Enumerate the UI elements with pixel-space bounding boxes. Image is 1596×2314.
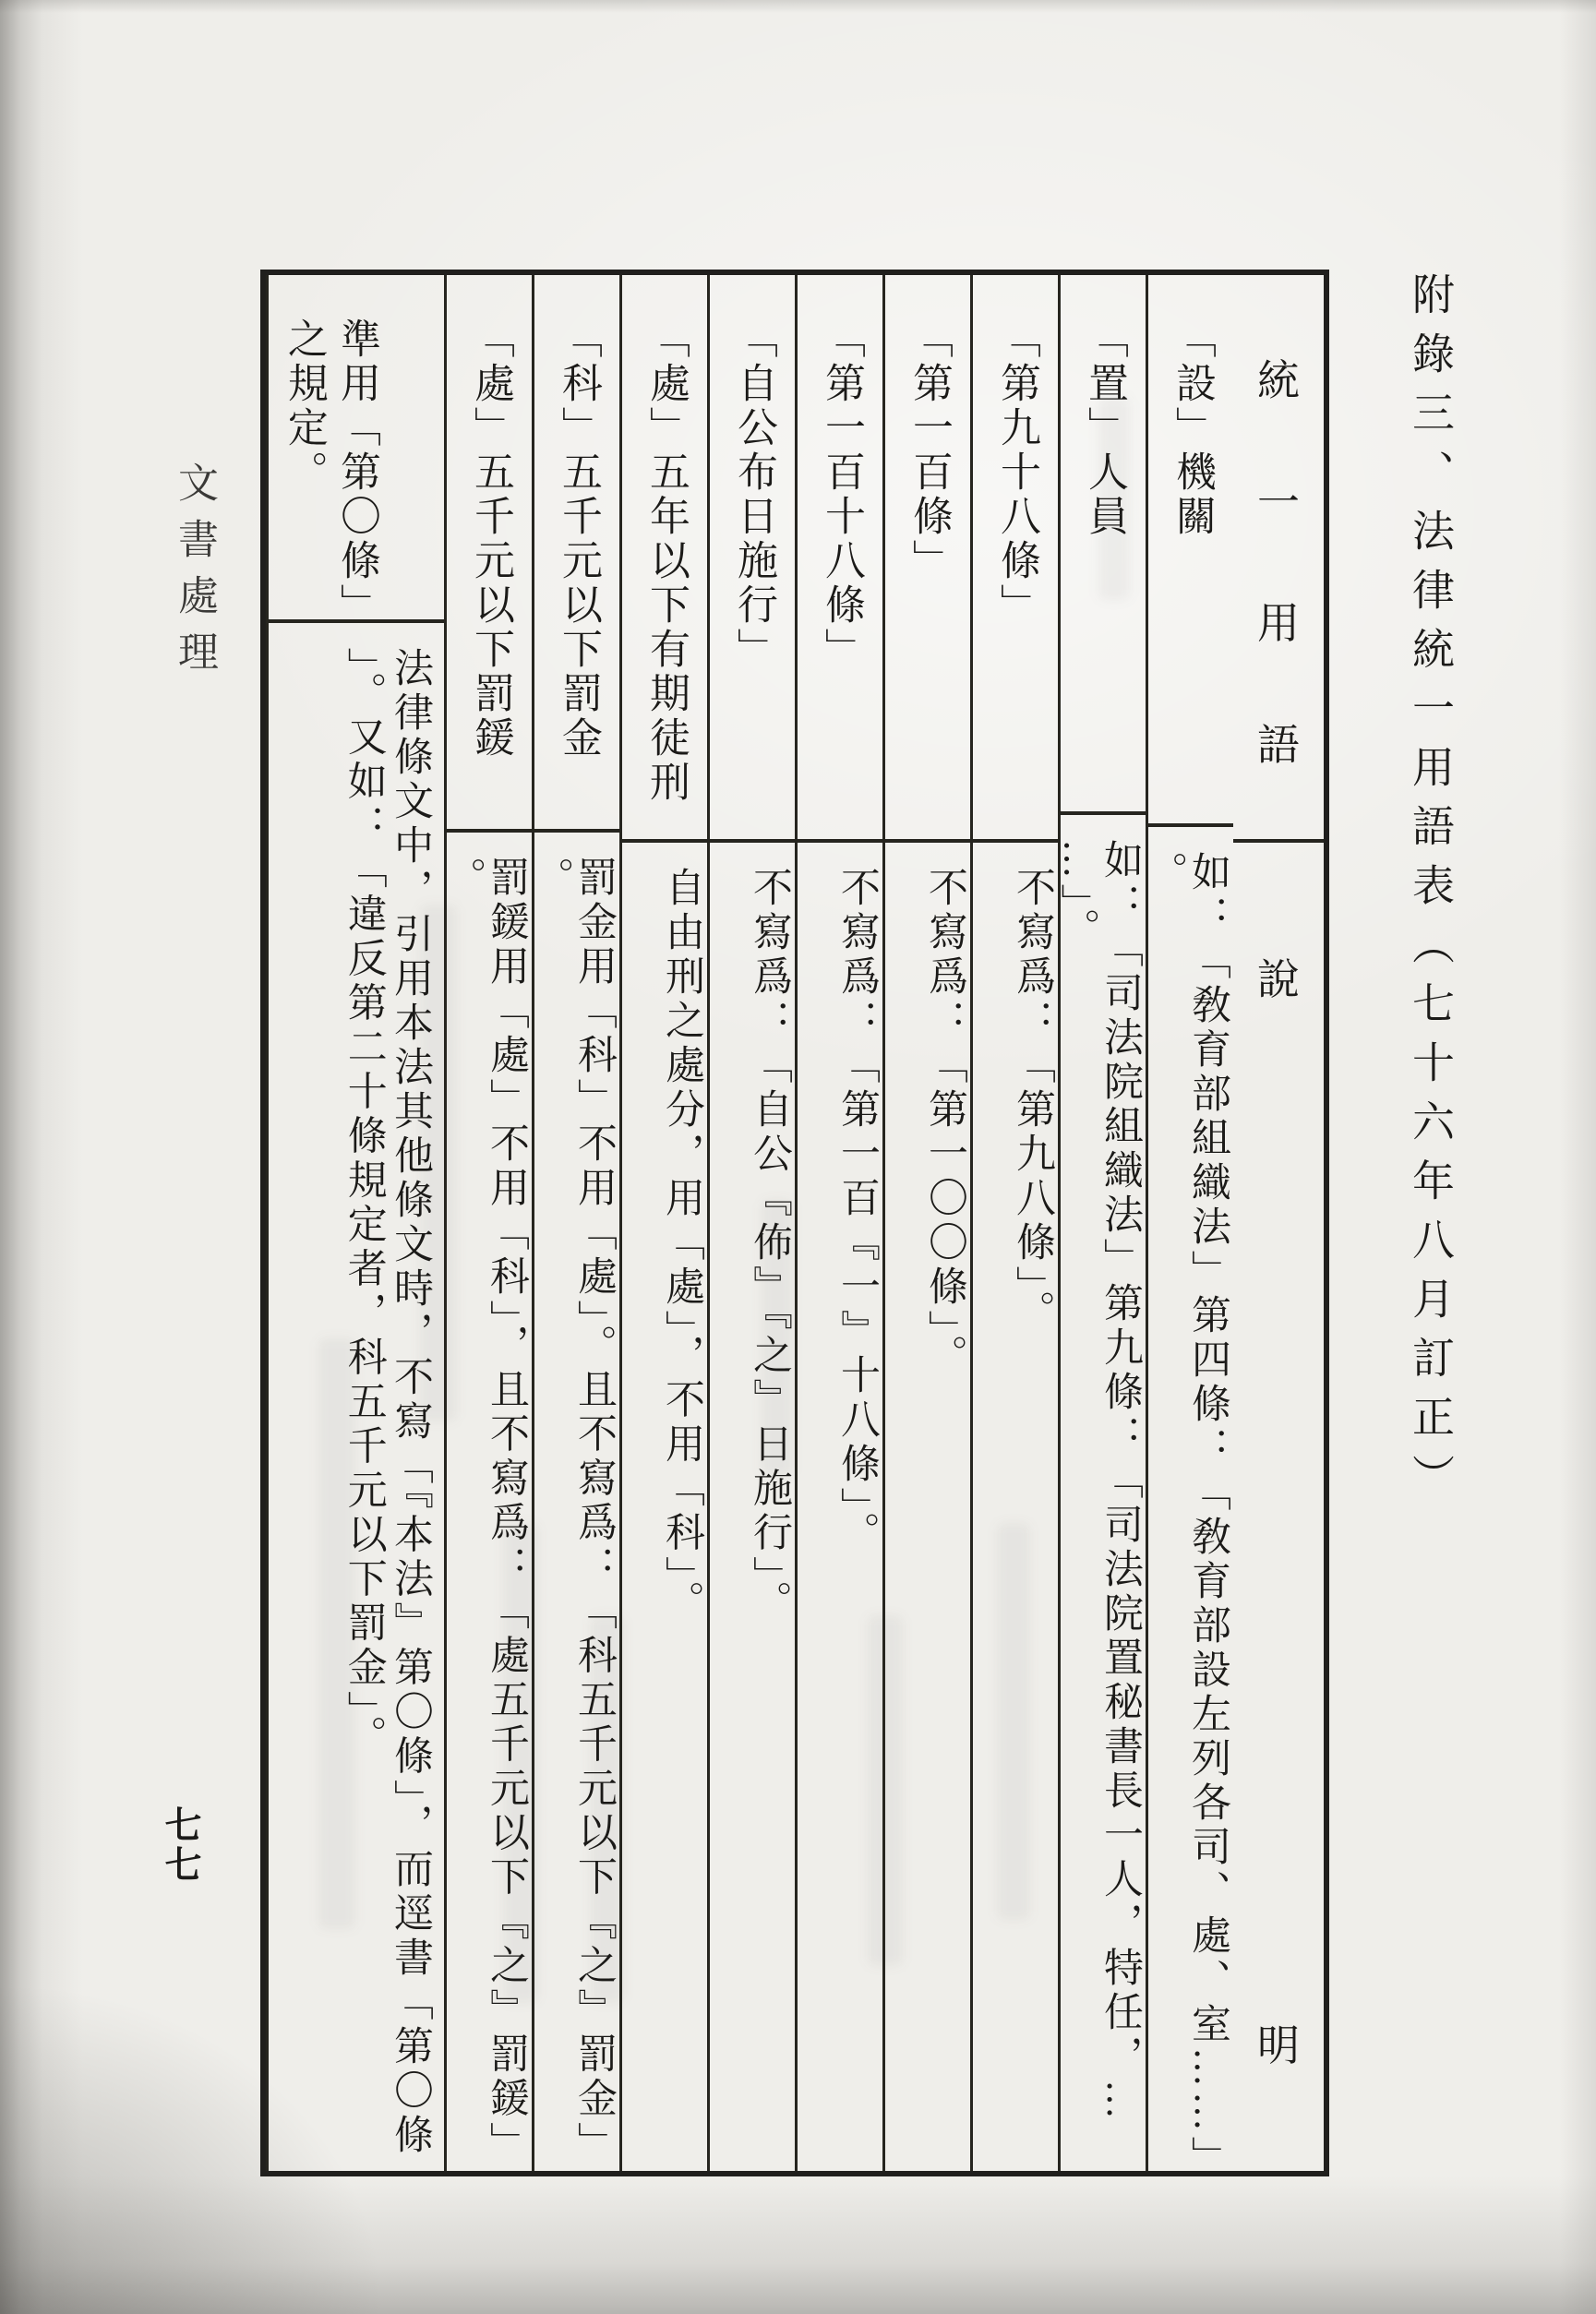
header-glyph: 明	[1257, 2022, 1300, 2069]
term-cell: 準用「第〇條」之規定。	[269, 275, 444, 623]
page-number: 七七	[160, 1805, 201, 1885]
table-column	[795, 275, 882, 2171]
table-column	[882, 275, 970, 2171]
table-column	[619, 275, 707, 2171]
header-glyph: 語	[1257, 721, 1300, 769]
table-column	[441, 275, 532, 2171]
table-column	[529, 275, 619, 2171]
table-column	[1143, 275, 1233, 2171]
term-cell: 「置」人員	[1061, 275, 1146, 815]
explanation-cell: 法律條文中，引用本法其他條文時，不寫「『本法』第〇條」，而逕書「第〇條」。又如：「違反第二十條規定者，科五千元以下罰金」。	[342, 646, 432, 2158]
appendix-title: 附錄三、法律統一用語表（七十六年八月訂正）	[1407, 272, 1454, 1513]
explanation-cell: 不寫爲：「第一百『一』十八條」。	[835, 867, 879, 1556]
explanation-cell: 自由刑之處分，用「處」，不用「科」。	[660, 867, 703, 1625]
margin-running-title: 文書處理	[172, 462, 217, 687]
term-cell: 「設」機關	[1148, 275, 1233, 827]
explanation-cell: 如：「敎育部組織法」第四條：「敎育部設左列各司、處、室……」。	[1143, 850, 1230, 2161]
explanation-cell: 不寫爲：「自公『佈』『之』日施行」。	[748, 867, 791, 1625]
term-cell: 「科」五千元以下罰金	[534, 275, 619, 833]
table-header-column	[1233, 275, 1324, 2171]
explanation-cell: 不寫爲：「第一〇〇條」。	[923, 867, 966, 1379]
table-column	[707, 275, 795, 2171]
term-cell: 「第一百條」	[885, 275, 970, 843]
explanation-cell: 罰鍰用「處」不用「科」，且不寫爲：「處五千元以下『之』罰鍰」。	[441, 856, 528, 2146]
header-term-label	[1233, 275, 1324, 843]
header-glyph: 統	[1257, 357, 1300, 404]
term-cell: 「處」五千元以下罰鍰	[447, 275, 532, 833]
term-cell: 「第九十八條」	[973, 275, 1058, 843]
term-cell: 「自公布日施行」	[710, 275, 795, 843]
term-cell: 「處」五年以下有期徒刑	[622, 275, 707, 843]
unified-terms-table	[260, 270, 1329, 2176]
explanation-cell: 不寫爲：「第九八條」。	[1011, 867, 1054, 1335]
header-explanation-label	[1233, 843, 1324, 2171]
term-cell: 「第一百十八條」	[798, 275, 882, 843]
header-glyph: 用	[1257, 600, 1300, 648]
table-column	[1055, 275, 1146, 2171]
header-glyph: 說	[1257, 956, 1300, 1003]
explanation-cell: 如：「司法院組織法」第九條：「司法院置秘書長一人，特任，……」。	[1055, 839, 1142, 2125]
table-column	[970, 275, 1058, 2171]
explanation-cell: 罰金用「科」不用「處」。且不寫爲：「科五千元以下『之』罰金」。	[529, 856, 616, 2146]
table-column	[266, 275, 444, 2171]
header-glyph: 一	[1257, 478, 1300, 526]
